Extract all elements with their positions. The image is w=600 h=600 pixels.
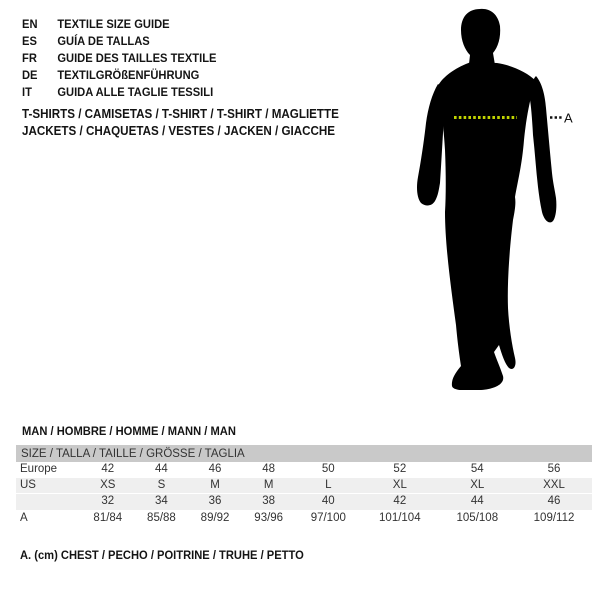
lang-row-es — [22, 33, 216, 50]
head-silhouette — [461, 9, 500, 65]
table-cell: 44 — [439, 494, 516, 511]
table-cell: 109/112 — [533, 511, 575, 524]
table-cell: S — [135, 478, 189, 494]
table-cell: 101/104 — [379, 511, 421, 524]
table-cell: 32 — [81, 494, 135, 511]
table-cell: XL — [361, 478, 438, 494]
table-cell: 85/88 — [147, 511, 176, 524]
table-cell: 89/92 — [200, 511, 230, 524]
lang-row-de — [22, 67, 216, 84]
table-cell: M — [188, 478, 242, 494]
lang-row-en — [22, 16, 216, 33]
table-cell: 56 — [547, 463, 561, 475]
row-label: A — [20, 511, 28, 524]
measure-label-a: A — [564, 110, 573, 126]
category-lines — [22, 106, 339, 140]
lang-code: ES — [22, 34, 37, 48]
lang-code: EN — [22, 17, 38, 31]
table-cell: 38 — [242, 494, 296, 511]
table-cell: 44 — [155, 463, 168, 475]
table-cell: 46 — [208, 463, 222, 475]
lang-row-fr — [22, 50, 216, 67]
table-cell: XL — [439, 478, 516, 494]
table-row-us — [16, 478, 592, 494]
table-header: SIZE / TALLA / TAILLE / GRÖSSE / TAGLIA — [16, 445, 592, 462]
table-cell: 81/84 — [93, 511, 123, 524]
table-cell: M — [242, 478, 296, 494]
lang-code: DE — [22, 68, 38, 82]
table-cell: 48 — [262, 463, 276, 475]
man-silhouette — [405, 5, 600, 390]
size-table — [16, 445, 592, 526]
language-list — [22, 16, 231, 101]
table-cell: 105/108 — [456, 511, 499, 524]
table-cell: XS — [81, 478, 135, 494]
table-row-chest-cm — [16, 510, 592, 526]
left-arm-silhouette — [417, 84, 444, 205]
row-label: US — [16, 478, 81, 494]
table-cell: 36 — [188, 494, 242, 511]
section-title-man: MAN / HOMBRE / HOMME / MANN / MAN — [22, 424, 236, 438]
table-cell: 54 — [470, 463, 484, 475]
table-header-row — [16, 445, 592, 462]
table-cell: 34 — [135, 494, 189, 511]
table-cell: 93/96 — [254, 511, 284, 524]
right-arm-silhouette — [529, 76, 556, 222]
table-cell: XXL — [516, 478, 592, 494]
lang-code: FR — [22, 51, 37, 65]
torso-legs-silhouette — [437, 62, 536, 390]
lang-row-it — [22, 84, 216, 101]
table-cell: 42 — [361, 494, 438, 511]
lang-text: TEXTILGRÖßENFÜHRUNG — [57, 68, 200, 82]
table-cell: 46 — [516, 494, 592, 511]
category-line-tshirts: T-SHIRTS / CAMISETAS / T-SHIRT / T-SHIRT / MAGLIETTE — [22, 107, 339, 121]
table-cell: L — [296, 478, 362, 494]
lang-text: GUIDA ALLE TAGLIE TESSILI — [57, 85, 214, 99]
row-label — [16, 494, 81, 511]
lang-code: IT — [22, 85, 32, 99]
category-line-jackets: JACKETS / CHAQUETAS / VESTES / JACKEN / GIACCHE — [22, 124, 336, 138]
table-row-europe — [16, 462, 592, 478]
table-cell: 97/100 — [310, 511, 346, 524]
table-cell: 52 — [393, 463, 407, 475]
row-label: Europe — [20, 463, 58, 475]
lang-text: GUIDE DES TAILLES TEXTILE — [57, 51, 217, 65]
man-figure — [405, 5, 600, 390]
measurement-footnote: A. (cm) CHEST / PECHO / POITRINE / TRUHE / PETTO — [20, 548, 304, 562]
table-cell: 40 — [296, 494, 362, 511]
table-row-us-numeric — [16, 494, 592, 511]
table-cell: 50 — [321, 463, 335, 475]
lang-text: TEXTILE SIZE GUIDE — [57, 17, 170, 31]
table-cell: 42 — [101, 463, 115, 475]
lang-text: GUÍA DE TALLAS — [57, 34, 150, 48]
